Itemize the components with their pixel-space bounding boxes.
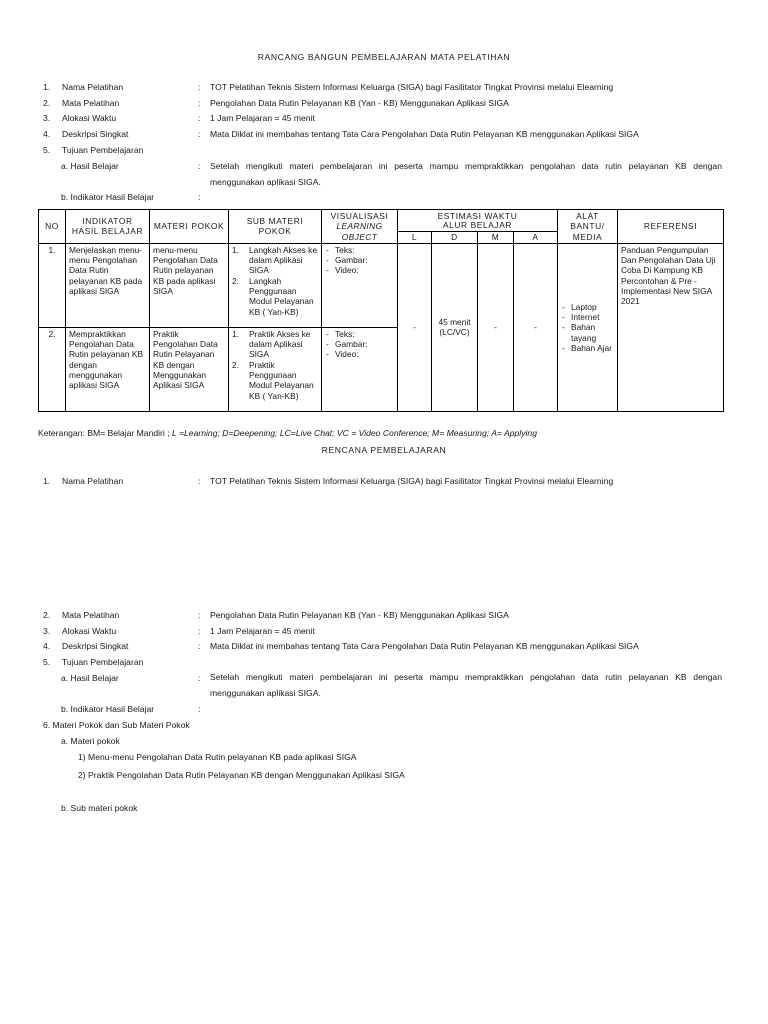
list-item: - Gambar: — [325, 339, 394, 349]
cell-visualisasi — [322, 243, 398, 327]
header-visualisasi: VISUALISASI LEARNING OBJECT — [322, 210, 398, 244]
header-a: A — [514, 232, 558, 244]
list-item: 2. Langkah Penggunaan Modul Pelayanan KB ( Yan-KB) — [232, 275, 314, 317]
cell-materi: Praktik Pengolahan Data Rutin Pelayanan KB dengan Menggunakan Aplikasi SIGA — [150, 327, 229, 411]
rancang-bangun-table — [38, 209, 724, 412]
list-item: - Teks: — [325, 329, 394, 339]
hasil-belajar-text: Setelah mengikuti materi pembelajaran ini peserta mampu mempraktikkan pengolahan data rutin pelayanan KB dengan menggunakan aplikasi SIGA. — [210, 161, 722, 187]
list-item: 2. Praktik Penggunaan Modul Pelayanan KB ( Yan-KB) — [232, 359, 314, 401]
list-item: - Teks: — [325, 245, 394, 255]
header-alat: ALAT BANTU/ MEDIA — [558, 210, 618, 244]
cell-indikator: Menjelaskan menu-menu Pengolahan Data Rutin pelayanan KB pada aplikasi SIGA — [66, 243, 150, 327]
cell-a: - — [514, 243, 558, 411]
materi-heading: 6. Materi Pokok dan Sub Materi Pokok — [43, 720, 190, 730]
list-item: 2) Praktik Pengolahan Data Rutin Pelayanan KB dengan Menggunakan Aplikasi SIGA — [78, 770, 405, 780]
cell-l: - — [398, 243, 432, 411]
header-m: M — [478, 232, 514, 244]
header-indikator: INDIKATOR HASIL BELAJAR — [66, 210, 150, 244]
hasil-belajar-text: Setelah mengikuti materi pembelajaran ini peserta mampu mempraktikkan pengolahan data rutin pelayanan KB dengan menggunakan aplikasi SIGA. — [210, 672, 722, 698]
keterangan-note: Keterangan: BM= Belajar Mandiri ; L =Learning; D=Deepening; LC=Live Chat; VC = Video Conference; M= Measuring; A= Applying — [38, 428, 537, 438]
table-row — [39, 243, 724, 327]
header-estimasi: ESTIMASI WAKTU ALUR BELAJAR — [398, 210, 558, 232]
list-item: - Bahan Ajar — [561, 343, 614, 353]
list-item: - Gambar: — [325, 255, 394, 265]
list-item: - Video: — [325, 349, 394, 359]
list-item: 1) Menu-menu Pengolahan Data Rutin pelayanan KB pada aplikasi SIGA — [78, 752, 357, 762]
list-item: - Laptop — [561, 302, 614, 312]
cell-alat — [558, 243, 618, 411]
header-materi: MATERI POKOK — [150, 210, 229, 244]
cell-referensi: Panduan Pengumpulan Dan Pengolahan Data Uji Coba Di Kampung KB Percontohan & Pre - Implementasi New SIGA 2021 — [618, 243, 724, 411]
header-d: D — [432, 232, 478, 244]
header-no: NO — [39, 210, 66, 244]
list-item: 1. Langkah Akses ke dalam Aplikasi SIGA — [232, 244, 317, 276]
cell-indikator: Mempraktikkan Pengolahan Data Rutin pelayanan KB dengan menggunakan aplikasi SIGA — [66, 327, 150, 411]
header-sub-materi: SUB MATERI POKOK — [229, 210, 322, 244]
cell-materi: menu-menu Pengolahan Data Rutin pelayanan KB pada aplikasi SIGA — [150, 243, 229, 327]
header-l: L — [398, 232, 432, 244]
list-item: - Internet — [561, 312, 614, 322]
section-title: RENCANA PEMBELAJARAN — [321, 445, 447, 455]
cell-visualisasi — [322, 327, 398, 411]
document-title: RANCANG BANGUN PEMBELAJARAN MATA PELATIHAN — [257, 52, 511, 62]
cell-sub-materi — [229, 327, 322, 411]
header-referensi: REFERENSI — [618, 210, 724, 244]
cell-d: 45 menit (LC/VC) — [432, 243, 478, 411]
materi-pokok-label: a. Materi pokok — [61, 736, 120, 746]
cell-no: 2. — [39, 327, 66, 411]
list-item: - Bahan tayang — [561, 322, 614, 343]
cell-no: 1. — [39, 243, 66, 327]
document-page: RANCANG BANGUN PEMBELAJARAN MATA PELATIHAN 1. Nama Pelatihan : TOT Pelatihan Teknis Sistem Informasi Keluarga (SIGA) bagi Fasilitator Tingkat Provinsi melalui Elearning 2. Mata Pelatihan : Pengolahan Data Rutin Pelayanan KB (Yan - KB) Menggunakan Aplikasi SIGA 3. Alokasi Waktu : 1 Jam Pelajaran = 45 menit 4. Deskripsi Singkat : Mata Diklat ini membahas tentang Tata Cara Pengolahan Data Rutin Pelayanan KB menggunakan Aplikasi SIGA 5. Tujuan Pembelajaran a. Hasil Belajar : Setelah mengikuti materi pembelajaran ini peserta mampu mempraktikkan pengolahan data rutin pelayanan KB dengan menggunakan aplikasi SIGA. b. Indikator Hasil Belajar : NO INDIKATOR HASIL BELAJAR MATERI POKOK SUB MATERI POKOK VISUALISASI LEARNING OBJECT ESTIMASI WAKTU ALUR BELAJAR ALAT BANTU/ MEDIA REFERENSI L D M A 1. Menjelaskan menu-menu Pengolahan Data Rutin pelayanan KB pada aplikasi SIGA menu-menu Pengolahan Data Rutin pelayanan KB pada aplikasi SIGA 1. Langkah Akses ke dalam Aplikasi SIGA 2. Langkah Penggunaan Modul Pelayanan KB ( Yan-KB) - Teks: - Gambar: - Video: - 45 menit (LC/VC) - - - Laptop - Internet - Bahan tayang - Bahan Ajar Panduan Pengumpulan Dan Pengolahan Data Uji Coba Di Kampung KB Percontohan & Pre - Implementasi New SIGA 2021 2. Mempraktikkan Pengolahan Data Rutin pelayanan KB dengan menggunakan aplikasi SIGA Praktik Pengolahan Data Rutin Pelayanan KB dengan Menggunakan Aplikasi SIGA 1. Praktik Akses ke dalam Aplikasi SIGA 2. Praktik Penggunaan Modul Pelayanan KB ( Yan-KB) - Teks: - Gambar: - Video: Keterangan: BM= Belajar Mandiri ; L =Learning; D=Deepening; LC=Live Chat; VC = Video Conference; M= Measuring; A= Applying RENCANA PEMBELAJARAN 1. Nama Pelatihan : TOT Pelatihan Teknis Sistem Informasi Keluarga (SIGA) bagi Fasilitator Tingkat Provinsi melalui Elearning 2. Mata Pelatihan : Pengolahan Data Rutin Pelayanan KB (Yan - KB) Menggunakan Aplikasi SIGA 3. Alokasi Waktu : 1 Jam Pelajaran = 45 menit 4. Deskripsi Singkat : Mata Diklat ini membahas tentang Tata Cara Pengolahan Data Rutin Pelayanan KB menggunakan Aplikasi SIGA 5. Tujuan Pembelajaran a. Hasil Belajar : Setelah mengikuti materi pembelajaran ini peserta mampu mempraktikkan pengolahan data rutin pelayanan KB dengan menggunakan aplikasi SIGA. b. Indikator Hasil Belajar : 6. Materi Pokok dan Sub Materi Pokok a. Materi pokok 1) Menu-menu Pengolahan Data Rutin pelayanan KB pada aplikasi SIGA 2) Praktik Pengolahan Data Rutin Pelayanan KB dengan Menggunakan Aplikasi SIGA b. Sub materi pokok — [0, 0, 768, 1024]
cell-sub-materi — [229, 243, 322, 327]
list-item: 1. Praktik Akses ke dalam Aplikasi SIGA — [232, 328, 311, 360]
sub-materi-label: b. Sub materi pokok — [61, 803, 138, 813]
list-item: - Video: — [325, 265, 394, 275]
cell-m: - — [478, 243, 514, 411]
